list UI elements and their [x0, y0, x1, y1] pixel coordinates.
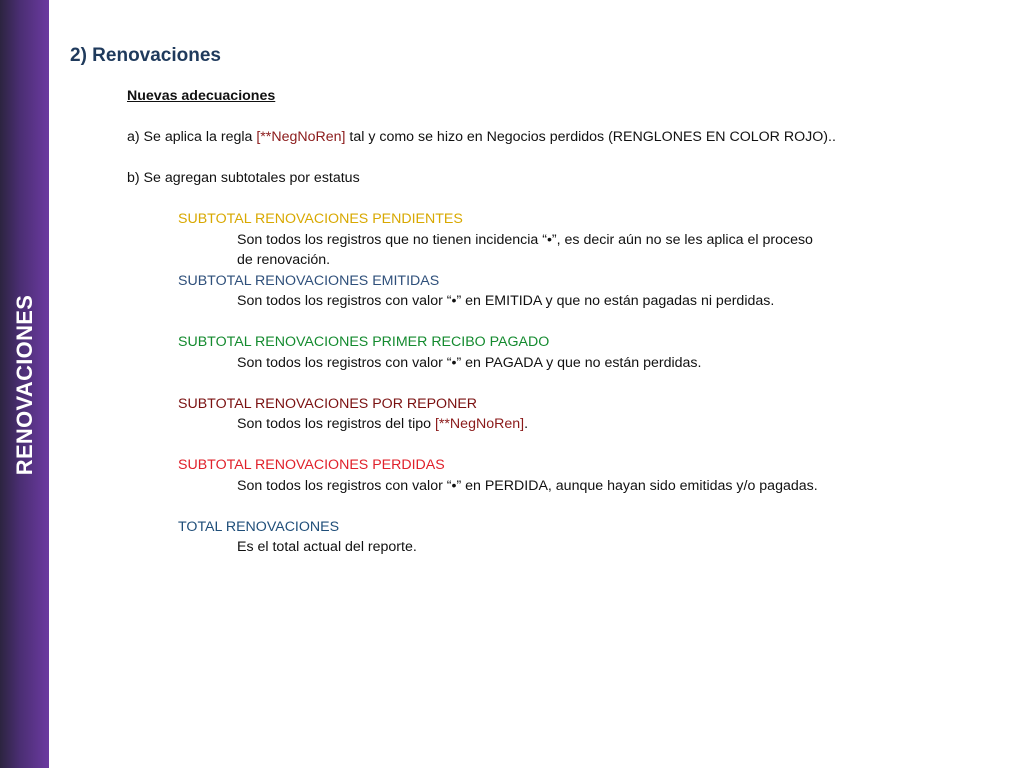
- intro-title: Nuevas adecuaciones: [127, 88, 276, 104]
- rule-a-prefix: a) Se aplica la regla: [127, 129, 257, 145]
- sidebar: [0, 0, 49, 768]
- section-title-emitidas: SUBTOTAL RENOVACIONES EMITIDAS: [178, 272, 440, 289]
- section-title-primer-recibo: SUBTOTAL RENOVACIONES PRIMER RECIBO PAGADO: [178, 334, 550, 350]
- section-title-pendientes: SUBTOTAL RENOVACIONES PENDIENTES: [178, 211, 463, 227]
- content-body: [127, 86, 907, 558]
- section-title-por-reponer: SUBTOTAL RENOVACIONES POR REPONER: [178, 395, 478, 412]
- section-desc-total: Es el total actual del reporte.: [237, 539, 417, 555]
- sidebar-title: RENOVACIONES: [12, 294, 37, 476]
- rule-a-suffix: tal y como se hizo en Negocios perdidos (RENGLONES EN COLOR ROJO)..: [345, 129, 836, 145]
- section-desc-pendientes-cont: de renovación.: [237, 252, 331, 268]
- por-reponer-suffix: .: [524, 416, 529, 432]
- section-desc-pendientes: Son todos los registros que no tienen incidencia “•”, es decir aún no se les aplica el proceso: [237, 231, 813, 248]
- rule-b: b) Se agregan subtotales por estatus: [127, 170, 360, 186]
- section-desc-perdidas: Son todos los registros con valor “•” en PERDIDA, aunque hayan sido emitidas y/o pagadas.: [237, 477, 818, 494]
- por-reponer-prefix: Son todos los registros del tipo: [237, 416, 435, 432]
- section-title-perdidas: SUBTOTAL RENOVACIONES PERDIDAS: [178, 457, 445, 473]
- slide-heading: 2) Renovaciones: [70, 45, 221, 66]
- por-reponer-tag: [**NegNoRen]: [434, 416, 525, 432]
- rule-a: [127, 127, 907, 148]
- section-desc-por-reponer: [127, 414, 907, 435]
- section-desc-primer-recibo: Son todos los registros con valor “•” en PAGADA y que no están perdidas.: [237, 354, 702, 371]
- section-desc-emitidas: Son todos los registros con valor “•” en EMITIDA y que no están pagadas ni perdidas.: [237, 293, 775, 309]
- section-title-total: TOTAL RENOVACIONES: [178, 518, 340, 535]
- rule-a-tag: [**NegNoRen]: [256, 129, 346, 145]
